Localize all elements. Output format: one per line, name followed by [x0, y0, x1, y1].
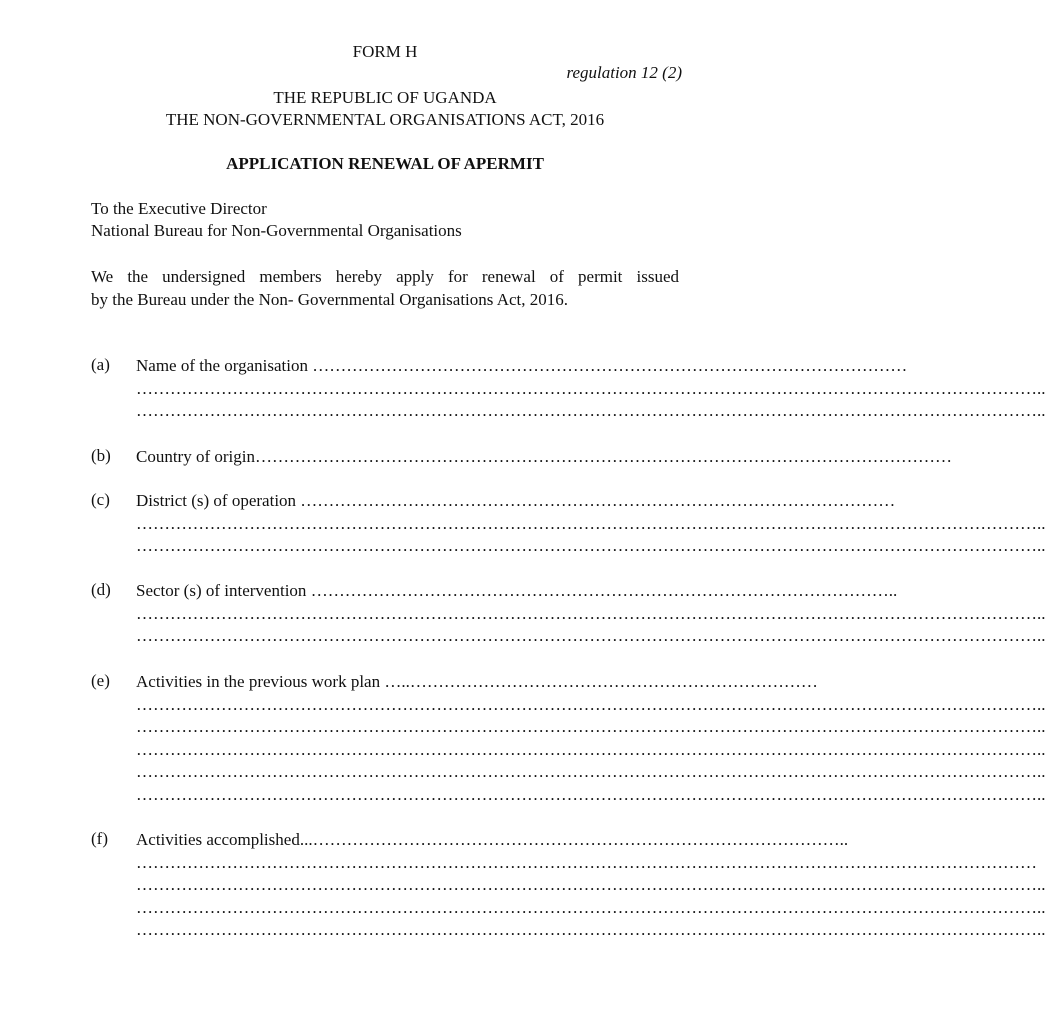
- field-label: Sector (s) of intervention: [136, 581, 311, 600]
- item-body: [136, 446, 952, 469]
- item-letter: (e): [91, 671, 110, 690]
- fill-line[interactable]: ……………………………………………………………………………………………………………………………………………..: [136, 603, 1046, 623]
- item-body: [136, 355, 1046, 423]
- addressee-line-1: To the Executive Director: [91, 199, 267, 218]
- fill-line[interactable]: ……………………………………………………………………………………………………………………………………………..: [136, 626, 1046, 645]
- fill-line: ……………………………………………………………………………………………: [300, 491, 896, 510]
- item-letter: (d): [91, 580, 111, 599]
- item-body: [136, 671, 1046, 806]
- fill-line[interactable]: ……………………………………………………………………………………………………………………………………………..: [136, 378, 1046, 398]
- form-title: FORM H: [352, 42, 418, 61]
- field-label: Activities in the previous work plan: [136, 672, 385, 691]
- fill-line[interactable]: ……………………………………………………………………………………………………………………………………………..: [136, 875, 1046, 894]
- field-row[interactable]: [136, 671, 818, 694]
- addressee-line-2: National Bureau for Non-Governmental Organisations: [91, 221, 462, 240]
- item-body: [136, 829, 1046, 942]
- field-label: Name of the organisation: [136, 356, 313, 375]
- item-body: [136, 580, 1046, 648]
- fill-line[interactable]: ……………………………………………………………………………………………………………………………………………..: [136, 694, 1046, 714]
- field-row[interactable]: [136, 580, 898, 603]
- fill-line[interactable]: ……………………………………………………………………………………………………………………………………………..: [136, 920, 1046, 939]
- intro-line-2: by the Bureau under the Non- Governmental Organisations Act, 2016.: [91, 290, 568, 309]
- fill-line[interactable]: ……………………………………………………………………………………………………………………………………………..: [136, 739, 1046, 759]
- fill-line: ...…………………………………………………………………………………..: [299, 830, 849, 849]
- intro-line-1: We the undersigned members hereby apply for renewal of permit issued: [91, 267, 679, 286]
- fill-line[interactable]: ……………………………………………………………………………………………………………………………………………..: [136, 897, 1046, 917]
- item-letter: (c): [91, 490, 110, 509]
- fill-line[interactable]: ……………………………………………………………………………………………………………………………………………..: [136, 717, 1046, 736]
- field-label: District (s) of operation: [136, 491, 301, 510]
- intro-paragraph: [91, 265, 679, 311]
- fill-line[interactable]: ……………………………………………………………………………………………………………………………………………..: [136, 401, 1046, 420]
- regulation-reference: regulation 12 (2): [566, 63, 682, 82]
- fill-line: ……………………………………………………………………………………………: [312, 356, 908, 375]
- fill-line[interactable]: ……………………………………………………………………………………………………………………………………………..: [136, 784, 1046, 804]
- item-body: [136, 490, 1046, 558]
- fill-line: ……………………………………………………………………………………………………………: [255, 447, 952, 466]
- item-letter: (b): [91, 446, 111, 465]
- fill-line[interactable]: ……………………………………………………………………………………………………………………………………………: [136, 852, 1037, 872]
- field-label: Activities accomplished: [136, 830, 300, 849]
- fill-line[interactable]: ……………………………………………………………………………………………………………………………………………..: [136, 536, 1046, 555]
- fill-line: …..………………………………………………………………: [384, 672, 818, 691]
- field-row[interactable]: [136, 446, 952, 469]
- field-row[interactable]: [136, 829, 849, 852]
- item-letter: (a): [91, 355, 110, 374]
- fill-line: …………………………………………………………………………………………..: [310, 581, 898, 600]
- field-row[interactable]: [136, 355, 908, 378]
- act-heading: THE NON-GOVERNMENTAL ORGANISATIONS ACT, 2016: [165, 110, 605, 129]
- field-row[interactable]: [136, 490, 896, 513]
- field-label: Country of origin: [136, 447, 255, 466]
- item-letter: (f): [91, 829, 108, 848]
- fill-line[interactable]: ……………………………………………………………………………………………………………………………………………..: [136, 513, 1046, 533]
- fill-line[interactable]: ……………………………………………………………………………………………………………………………………………..: [136, 762, 1046, 781]
- republic-heading: THE REPUBLIC OF UGANDA: [273, 88, 497, 107]
- application-title: APPLICATION RENEWAL OF APERMIT: [226, 154, 544, 173]
